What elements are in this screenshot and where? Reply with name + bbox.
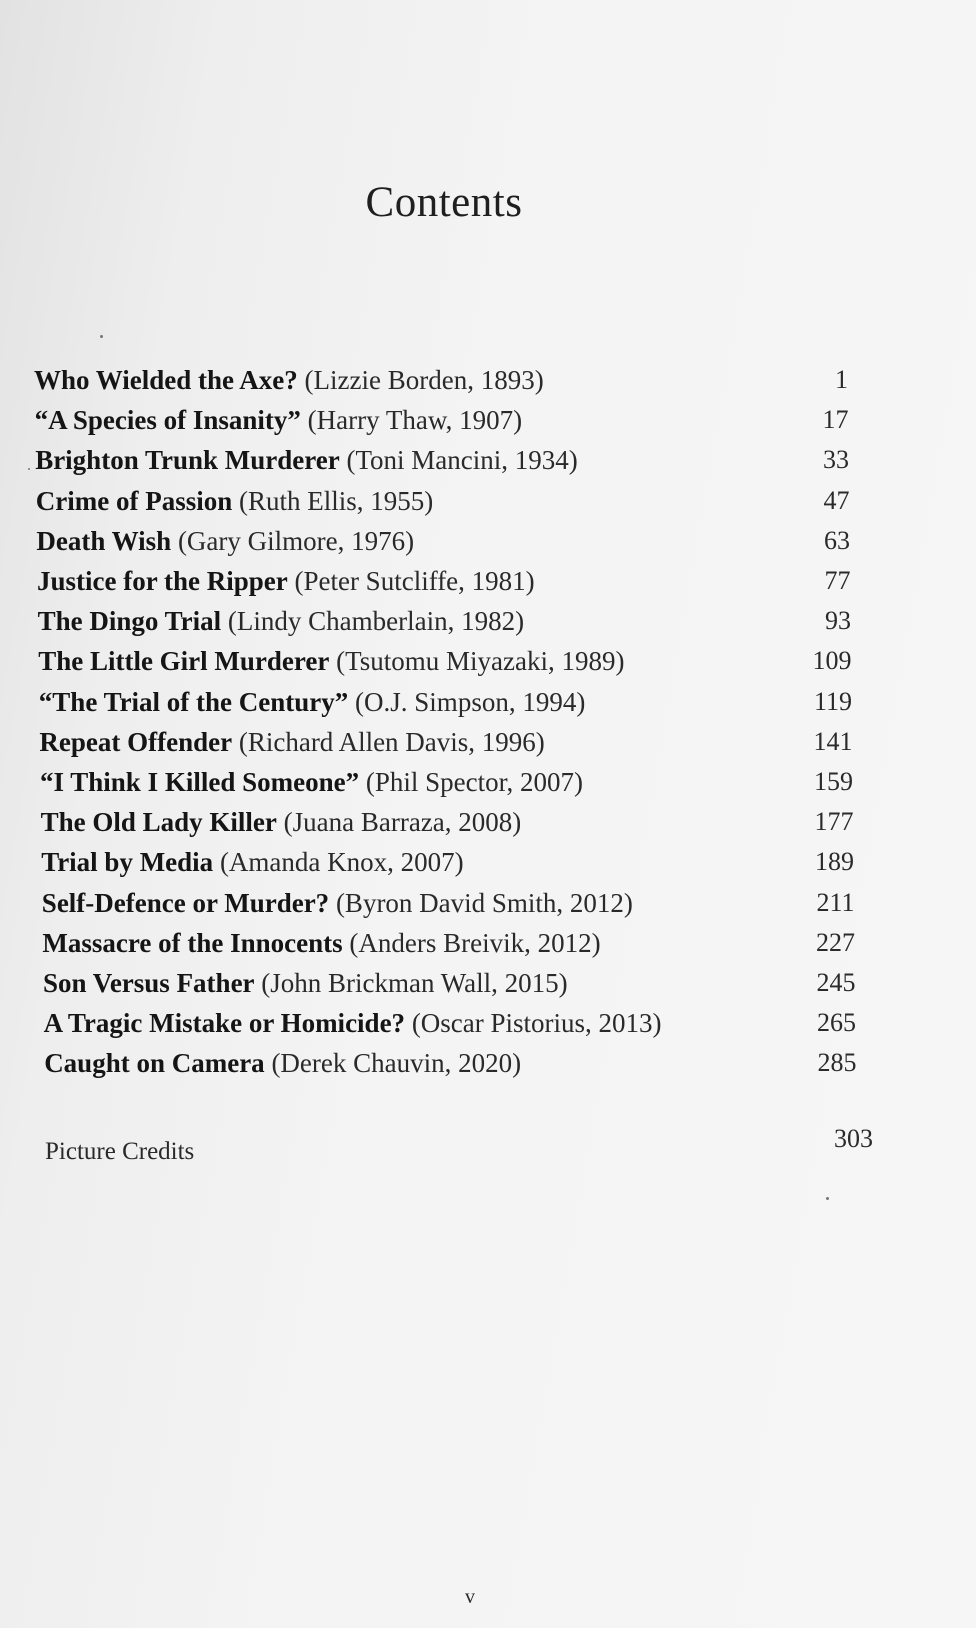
toc-entry-subtitle: (Oscar Pistorius, 2013): [411, 1008, 662, 1039]
toc-entry-text: [44, 1005, 662, 1041]
toc-entry: [0, 804, 976, 844]
scan-speck: [28, 468, 30, 470]
toc-entry-title: Caught on Camera: [44, 1048, 265, 1079]
toc-entry-page-number: 227: [816, 927, 855, 957]
toc-entry: [0, 684, 976, 724]
toc-entry-page-number: 47: [823, 485, 850, 515]
toc-entry: [0, 483, 976, 523]
toc-entry-text: [39, 684, 586, 720]
toc-entry-title: Repeat Offender: [39, 726, 233, 757]
toc-entry-page-number: 285: [817, 1048, 857, 1078]
toc-entry-title: Brighton Trunk Murderer: [35, 445, 340, 476]
toc-entry-title: A Tragic Mistake or Homicide?: [43, 1008, 406, 1039]
toc-entry-page-number: 1: [835, 365, 848, 394]
toc-entry-title: Son Versus Father: [43, 968, 255, 998]
toc-entry: [0, 362, 976, 402]
toc-entry-title: Massacre of the Innocents: [42, 927, 343, 958]
toc-entry-title: Justice for the Ripper: [37, 566, 288, 596]
toc-entry-page-number: 17: [822, 405, 849, 435]
toc-entry: [0, 643, 976, 683]
toc-entry: [0, 1005, 976, 1045]
toc-entry-page-number: 189: [815, 847, 854, 877]
toc-entry-page-number: 177: [814, 807, 854, 837]
toc-entry-page-number: 265: [817, 1008, 856, 1038]
toc-entry-subtitle: (Anders Breivik, 2012): [349, 927, 601, 958]
toc-entry-title: The Little Girl Murderer: [38, 646, 330, 677]
toc-entry-text: [34, 362, 544, 398]
toc-entry: [0, 563, 976, 603]
toc-entry-page-number: 211: [816, 887, 855, 917]
toc-entry-text: [36, 523, 414, 559]
toc-entry-title: Self-Defence or Murder?: [41, 887, 330, 918]
toc-entry-subtitle: (Phil Spector, 2007): [365, 767, 583, 797]
toc-entry: [0, 764, 976, 804]
toc-entry-subtitle: (Harry Thaw, 1907): [307, 405, 523, 436]
toc-entry: [0, 844, 976, 884]
toc-entry-page-number: 33: [823, 445, 849, 475]
toc-entry: [0, 523, 976, 563]
toc-entry-text: [43, 965, 568, 1001]
toc-entry-subtitle: (Ruth Ellis, 1955): [239, 485, 434, 516]
toc-entry-text: [42, 885, 633, 921]
toc-entry-subtitle: (Juana Barraza, 2008): [283, 807, 522, 838]
toc-entry-title: Who Wielded the Axe?: [34, 365, 298, 395]
toc-entry-subtitle: (John Brickman Wall, 2015): [261, 968, 568, 998]
toc-entry-text: [40, 764, 583, 800]
toc-entry-subtitle: (Gary Gilmore, 1976): [177, 525, 415, 556]
scan-speck: [826, 1197, 829, 1200]
toc-entry-text: [41, 844, 463, 880]
toc-entry-subtitle: (Byron David Smith, 2012): [335, 887, 633, 918]
toc-entry-text: [41, 804, 522, 840]
toc-entry-title: “A Species of Insanity”: [34, 405, 301, 436]
toc-entry-title: Crime of Passion: [35, 485, 233, 516]
toc-entry-page-number: 119: [813, 686, 852, 716]
toc-entry-page-number: 63: [824, 525, 850, 555]
toc-entry-subtitle: (Toni Mancini, 1934): [346, 445, 578, 476]
scan-speck: [100, 335, 103, 338]
toc-entry-text: [35, 442, 578, 478]
picture-credits-page: 303: [834, 1124, 873, 1153]
toc-entry: [0, 1045, 976, 1085]
toc-entry: [0, 925, 976, 965]
toc-entry-subtitle: (Tsutomu Miyazaki, 1989): [336, 646, 625, 677]
toc-entry-page-number: 77: [824, 566, 851, 595]
toc-entry-subtitle: (Peter Sutcliffe, 1981): [294, 566, 535, 596]
toc-entry-page-number: 159: [814, 767, 853, 796]
picture-credits-label: Picture Credits: [45, 1138, 195, 1165]
toc-entry-text: [35, 402, 522, 438]
toc-entry-title: “I Think I Killed Someone”: [40, 767, 360, 797]
toc-entry-title: “The Trial of the Century”: [38, 686, 349, 717]
toc-entry-title: Death Wish: [36, 525, 172, 556]
toc-entry-text: [42, 925, 600, 961]
toc-entry-page-number: 93: [825, 606, 851, 636]
toc-entry-subtitle: (Amanda Knox, 2007): [219, 847, 464, 878]
toc-entry-page-number: 141: [813, 726, 853, 756]
toc-entry-title: Trial by Media: [41, 847, 214, 878]
toc-entry-subtitle: (Derek Chauvin, 2020): [271, 1048, 522, 1079]
toc-entry-text: [36, 483, 433, 519]
toc-entry: [0, 724, 976, 764]
toc-entry: [0, 603, 976, 643]
toc-entry-text: [39, 724, 544, 760]
toc-entry-subtitle: (Lizzie Borden, 1893): [304, 365, 544, 395]
page-title: Contents: [365, 179, 523, 226]
toc-entry-page-number: 109: [812, 646, 852, 676]
toc-entry-text: [38, 603, 524, 639]
toc-entry-page-number: 245: [816, 968, 856, 997]
toc-entry-text: [38, 643, 624, 679]
toc-entry-subtitle: (Richard Allen Davis, 1996): [238, 726, 545, 757]
toc-entry: [0, 885, 976, 925]
toc-entry-subtitle: (O.J. Simpson, 1994): [355, 686, 586, 717]
toc-entry-title: The Dingo Trial: [37, 606, 222, 637]
page-folio: v: [465, 1586, 475, 1608]
toc-entry-subtitle: (Lindy Chamberlain, 1982): [227, 606, 525, 637]
toc-entry: [0, 442, 976, 482]
toc-entry: [0, 402, 976, 442]
toc-entry-text: [37, 563, 535, 599]
toc-entry-title: The Old Lady Killer: [40, 807, 277, 838]
toc-entry: [0, 965, 976, 1005]
toc-entry-text: [44, 1045, 521, 1081]
